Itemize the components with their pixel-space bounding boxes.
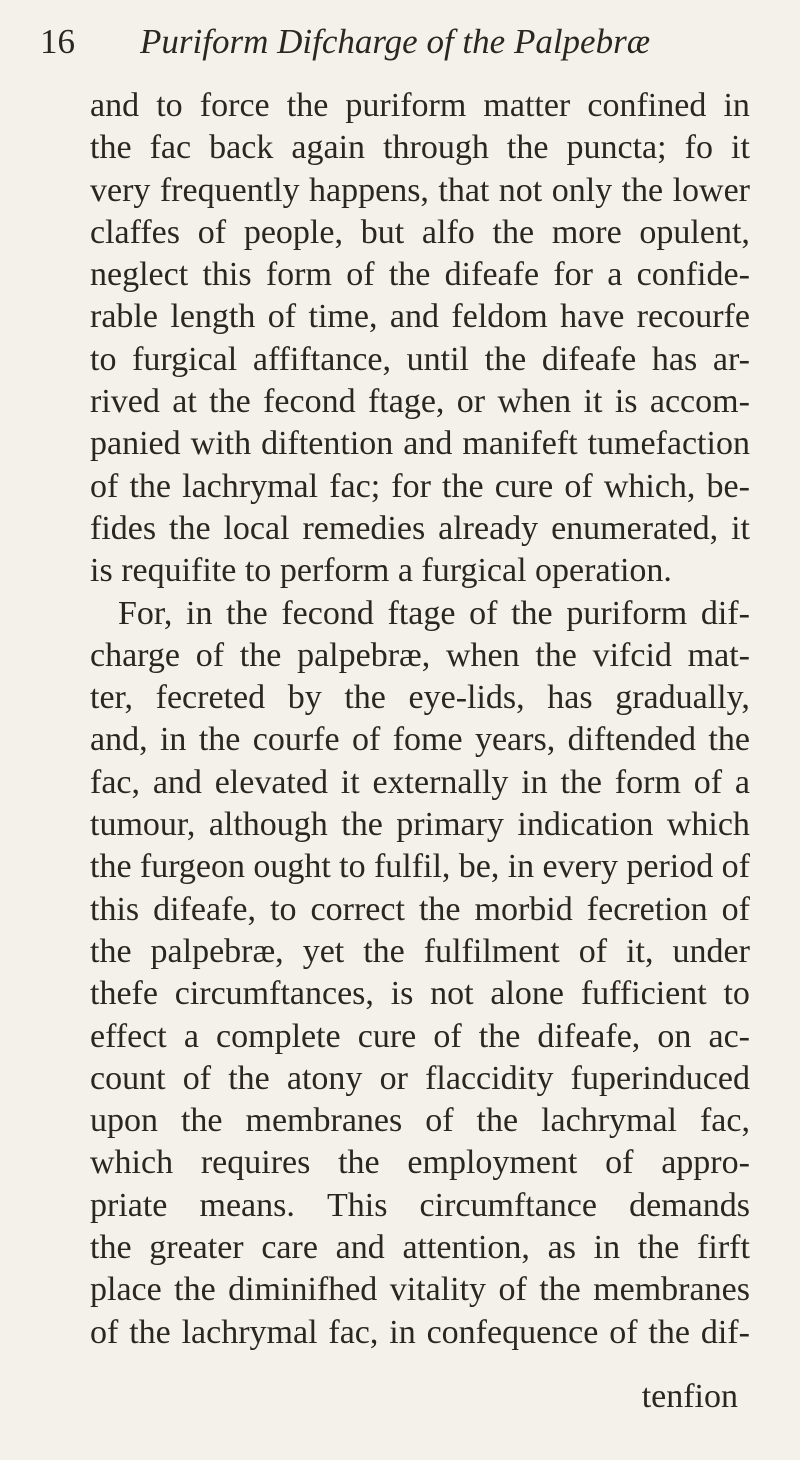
running-title: Puriform Difcharge of the Palpebræ: [140, 22, 651, 61]
text-line: ter, fecreted by the eye-lids, has gradually,: [90, 679, 750, 717]
catchword: tenfion: [641, 1378, 738, 1415]
body-text: [90, 85, 750, 1354]
text-line: priate means. This circumftance demands: [90, 1186, 750, 1224]
text-line: place the diminifhed vitality of the membranes: [90, 1271, 750, 1309]
text-line: of the lachrymal fac, in confequence of the dif-: [90, 1313, 750, 1351]
running-head: [40, 22, 760, 72]
text-line: the fac back again through the puncta; fo it: [90, 129, 750, 167]
text-line: charge of the palpebræ, when the vifcid mat-: [90, 636, 750, 674]
text-line: thefe circumftances, is not alone fufficient to: [90, 975, 750, 1013]
text-line: to furgical affiftance, until the difeafe has ar-: [90, 340, 750, 378]
text-line: which requires the employment of appro-: [90, 1144, 750, 1182]
text-line: very frequently happens, that not only the lower: [90, 171, 750, 209]
text-line: the furgeon ought to fulfil, be, in every period of: [90, 848, 750, 886]
text-line: is requifite to perform a furgical operation.: [90, 552, 672, 590]
text-line: of the lachrymal fac; for the cure of which, be-: [90, 467, 750, 505]
text-line: fides the local remedies already enumerated, it: [90, 509, 750, 547]
text-line: claffes of people, but alfo the more opulent,: [90, 213, 750, 251]
text-line: fac, and elevated it externally in the form of a: [90, 763, 750, 801]
text-line: the greater care and attention, as in the firft: [90, 1229, 750, 1267]
text-line: count of the atony or flaccidity fuperinduced: [90, 1059, 750, 1097]
text-line: tumour, although the primary indication which: [90, 806, 750, 844]
text-line: rived at the fecond ftage, or when it is accom-: [90, 383, 750, 421]
text-line: and, in the courfe of fome years, diftended the: [90, 721, 750, 759]
text-line: For, in the fecond ftage of the puriform dif-: [118, 594, 750, 632]
text-line: upon the membranes of the lachrymal fac,: [90, 1102, 750, 1140]
page-number: 16: [40, 22, 75, 61]
text-line: this difeafe, to correct the morbid fecretion of: [90, 890, 750, 928]
text-line: panied with diftention and manifeft tumefaction: [90, 425, 750, 463]
text-line: the palpebræ, yet the fulfilment of it, under: [90, 932, 750, 970]
text-line: effect a complete cure of the difeafe, on ac-: [90, 1017, 750, 1055]
text-line: and to force the puriform matter confined in: [90, 87, 750, 124]
text-line: rable length of time, and feldom have recourfe: [90, 298, 750, 336]
text-line: neglect this form of the difeafe for a confide-: [90, 256, 750, 294]
